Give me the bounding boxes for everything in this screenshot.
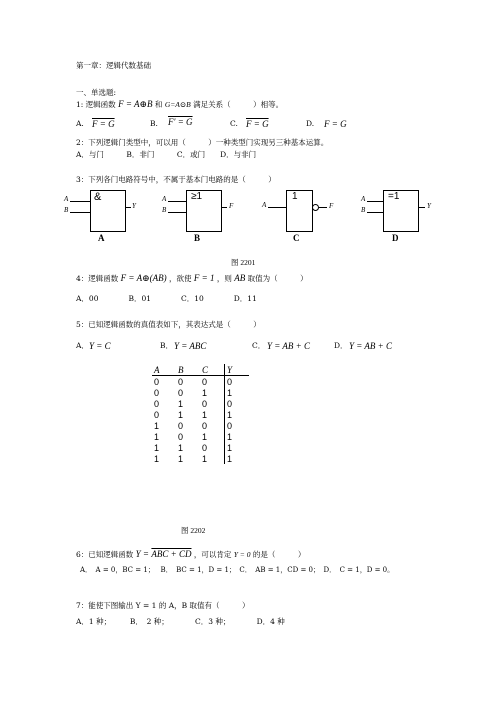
gate-d-input-b: B bbox=[361, 206, 366, 214]
q4-stem-c: ，则 bbox=[216, 274, 232, 283]
table-cell: 1 bbox=[202, 387, 208, 398]
table-row bbox=[152, 376, 249, 388]
header-cell: C bbox=[200, 364, 225, 376]
table-cell: 1 bbox=[154, 431, 160, 442]
q1-stem-a: 1: 逻辑函数 bbox=[76, 100, 116, 109]
gate-a-symbol: & bbox=[94, 191, 102, 203]
table-cell: 1 bbox=[202, 453, 208, 464]
table-cell: 1 bbox=[154, 420, 160, 431]
table-cell: 0 bbox=[202, 398, 208, 409]
q5-opt-c-label: C． bbox=[252, 341, 266, 350]
gate-b-label: B bbox=[194, 233, 201, 243]
gate-c-symbol: 1 bbox=[292, 191, 298, 202]
table-cell: 0 bbox=[225, 376, 250, 388]
table-cell: 0 bbox=[154, 409, 160, 420]
q4-expr: F = A⊕(AB) bbox=[120, 273, 167, 283]
q4-var: AB bbox=[234, 273, 246, 283]
table-row bbox=[152, 387, 249, 398]
table-cell: 0 bbox=[202, 442, 208, 453]
table-cell: 1 bbox=[202, 409, 208, 420]
table-cell: 1 bbox=[202, 431, 208, 442]
gate-b-input-b: B bbox=[162, 206, 167, 214]
q6-cond: Y = 0 bbox=[233, 550, 251, 559]
q1-opt-d-expr: F = G bbox=[324, 119, 347, 129]
q4-cond: F = 1 bbox=[193, 273, 215, 283]
table-cell: 0 bbox=[154, 376, 160, 387]
figure-caption-2202: 图 2202 bbox=[181, 526, 206, 535]
q6-options: A． A = 0，BC = 1； B． BC = 1，D = 1； C． AB = 1，CD = 0； D． C = 1，D = 0。 bbox=[80, 566, 395, 574]
header-cell: Y bbox=[225, 364, 250, 376]
table-cell: 1 bbox=[178, 442, 184, 453]
table-cell: 0 bbox=[202, 420, 208, 431]
q3-stem: 3：下列各门电路符号中，不属于基本门电路的是（ ） bbox=[76, 175, 276, 184]
gate-a-output: Y bbox=[132, 202, 136, 210]
gate-c-output: F bbox=[329, 202, 334, 210]
table-cell: 1 bbox=[225, 387, 250, 398]
q1-f-expr: F = A⊕B bbox=[118, 99, 153, 109]
q1-stem bbox=[76, 99, 283, 110]
q5-opt-b-expr: Y = ABC bbox=[174, 341, 207, 351]
table-cell: 0 bbox=[154, 387, 160, 398]
header-cell: B bbox=[176, 364, 200, 376]
table-cell: 0 bbox=[225, 420, 250, 431]
table-row bbox=[152, 409, 249, 420]
q1-opt-b-expr: F′ = G bbox=[168, 117, 193, 127]
q6-stem bbox=[76, 549, 305, 560]
q1-opt-b-label: B. bbox=[150, 119, 158, 128]
table-cell: 0 bbox=[178, 387, 184, 398]
section-heading: 一、单选题: bbox=[76, 88, 117, 97]
table-cell: 1 bbox=[178, 409, 184, 420]
header-cell: A bbox=[152, 364, 176, 376]
q5-opt-c-expr: Y = AB + C bbox=[267, 341, 310, 351]
gate-d-input-a: A bbox=[361, 195, 366, 203]
gate-d-label: D bbox=[392, 233, 399, 243]
table-row bbox=[152, 453, 249, 464]
q6-stem-c: 的是（ ） bbox=[252, 550, 306, 559]
table-cell: 1 bbox=[225, 431, 250, 442]
gate-a-input-b: B bbox=[64, 206, 69, 214]
gate-a-input-a: A bbox=[64, 195, 69, 203]
table-cell: 1 bbox=[154, 453, 160, 464]
table-cell: 0 bbox=[178, 420, 184, 431]
inverter-bubble bbox=[312, 204, 319, 211]
gate-c-input-a: A bbox=[262, 201, 267, 209]
gate-c-label: C bbox=[293, 233, 300, 243]
table-cell: 0 bbox=[178, 431, 184, 442]
truth-table bbox=[152, 364, 249, 464]
table-cell: 1 bbox=[225, 409, 250, 420]
q7-options: A．1 种； B． 2 种； C．3 种； D．4 种 bbox=[76, 617, 285, 626]
gate-b-input-a: A bbox=[162, 195, 167, 203]
q1-and: 和 bbox=[154, 100, 163, 109]
gate-b-output: F bbox=[229, 202, 234, 210]
q5-opt-b-label: B． bbox=[160, 341, 174, 350]
table-row bbox=[152, 431, 249, 442]
q1-opt-c-label: C. bbox=[230, 119, 238, 128]
chapter-title: 第一章：逻辑代数基础 bbox=[76, 61, 151, 70]
q1-opt-c-expr: F = G bbox=[246, 119, 269, 129]
q6-y: Y = bbox=[135, 549, 150, 559]
q6-stem-a: 6：已知逻辑函数 bbox=[76, 550, 134, 559]
gate-d-output: Y bbox=[427, 202, 431, 210]
table-cell: 1 bbox=[154, 442, 160, 453]
table-row bbox=[152, 420, 249, 431]
table-cell: 0 bbox=[154, 398, 160, 409]
table-cell: 1 bbox=[225, 453, 250, 464]
gate-d-symbol: =1 bbox=[388, 191, 400, 202]
q5-opt-d-expr: Y = AB + C bbox=[349, 341, 392, 351]
q5-stem: 5：已知逻辑函数的真值表如下，其表达式是（ ） bbox=[76, 320, 261, 329]
q6-stem-b: ，可以肯定 bbox=[193, 550, 232, 559]
table-cell: 1 bbox=[225, 442, 250, 453]
truth-table-header bbox=[152, 364, 249, 376]
q4-stem-d: 取值为（ ） bbox=[247, 274, 308, 283]
q4-stem-a: 4：逻辑函数 bbox=[76, 274, 119, 283]
q4-stem bbox=[76, 273, 308, 284]
table-cell: 1 bbox=[178, 398, 184, 409]
q1-opt-a-expr: F = G bbox=[92, 119, 115, 129]
q5-opt-d-label: D． bbox=[334, 341, 348, 350]
gate-a-label: A bbox=[98, 233, 105, 243]
gate-b-symbol: ≥1 bbox=[191, 191, 203, 202]
table-row bbox=[152, 398, 249, 409]
q6-expr: ABC + CD bbox=[151, 549, 192, 559]
table-cell: 0 bbox=[225, 398, 250, 409]
q5-opt-a-label: A． bbox=[76, 341, 89, 350]
q4-stem-b: ，欲使 bbox=[169, 274, 192, 283]
q5-options bbox=[76, 341, 456, 353]
q2-stem: 2：下列逻辑门类型中，可以用（ ）一种类型门实现另三种基本运算。 bbox=[76, 138, 329, 147]
q4-options: A．00 B．01 C．10 D．11 bbox=[76, 294, 257, 303]
q1-g-expr: G=A⊙B bbox=[164, 100, 191, 109]
table-cell: 0 bbox=[178, 376, 184, 387]
q2-options: A．与门 B．非门 C．或门 D．与非门 bbox=[76, 150, 257, 159]
table-cell: 1 bbox=[178, 453, 184, 464]
q1-opt-a-label: A. bbox=[76, 119, 84, 128]
figure-caption-2201: 图 2201 bbox=[231, 258, 256, 267]
q1-stem-b: 满足关系（ ）相等。 bbox=[193, 100, 284, 109]
table-cell: 0 bbox=[202, 376, 208, 387]
q7-stem: 7：能使下图输出 Y = 1 的 A，B 取值有（ ） bbox=[76, 601, 250, 610]
table-row bbox=[152, 442, 249, 453]
q1-opt-d-label: D. bbox=[306, 119, 315, 128]
q5-opt-a-expr: Y = C bbox=[89, 341, 111, 351]
